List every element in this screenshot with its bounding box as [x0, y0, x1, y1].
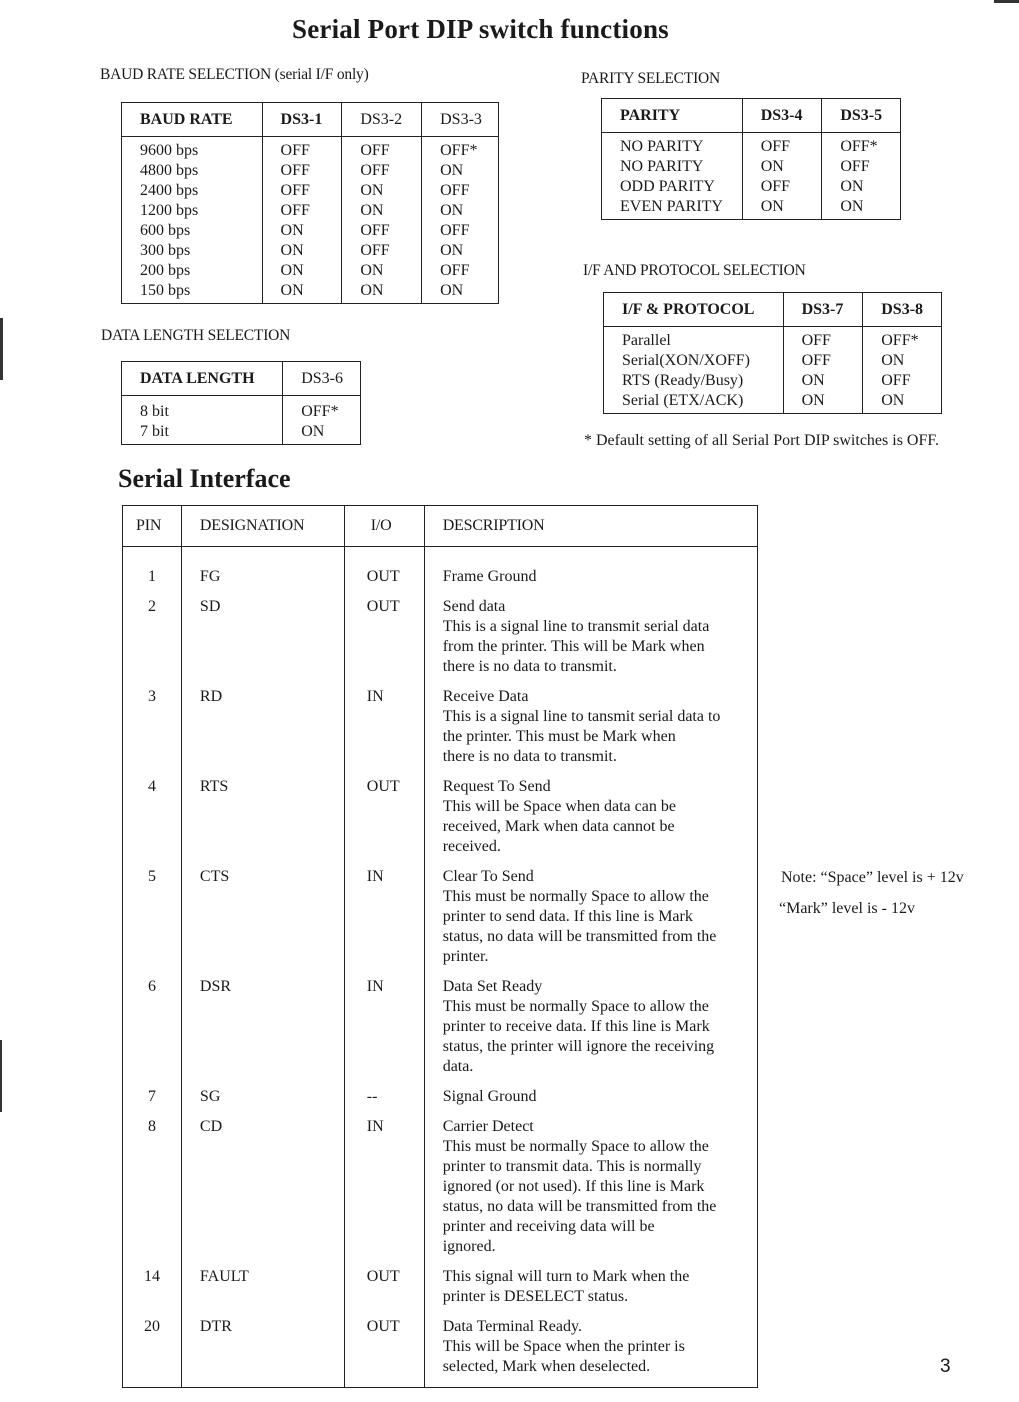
baud-cell: OFF [440, 222, 470, 239]
description-line: printer. [442, 948, 489, 965]
serial-header-pin: PIN [123, 506, 182, 547]
pin-cell: 20 [123, 1317, 182, 1388]
protocol-cell: ON [881, 352, 905, 369]
baud-cell: OFF [280, 182, 310, 199]
description-line: status, the printer will ignore the receiving [442, 1038, 715, 1055]
io-cell: OUT [344, 547, 424, 598]
protocol-cell: ON [881, 392, 905, 409]
baud-header-ds3-1: DS3-1 [262, 103, 342, 137]
parity-cell: OFF* [840, 138, 878, 155]
pin-cell: 6 [123, 977, 182, 1087]
scan-edge-mark [994, 0, 1019, 3]
serial-header-description: DESCRIPTION [424, 506, 757, 547]
table-row [123, 1267, 758, 1317]
io-cell: IN [344, 687, 424, 777]
baud-col-ds3-1 [262, 137, 342, 304]
description-title: Carrier Detect [442, 1118, 534, 1135]
description-cell [424, 977, 757, 1087]
table-row [123, 977, 758, 1087]
pin-cell: 2 [123, 597, 182, 687]
baud-cell: 2400 bps [140, 182, 199, 199]
description-cell [424, 867, 757, 977]
baud-cell: OFF [360, 242, 390, 259]
parity-col-ds3-4 [742, 133, 822, 220]
description-title: Data Terminal Ready. [442, 1318, 582, 1335]
description-line: This must be normally Space to allow the [442, 998, 709, 1015]
row-spacer [443, 857, 757, 867]
parity-cell: ON [840, 178, 864, 195]
description-line: printer to transmit data. This is normally [442, 1158, 702, 1175]
io-cell: IN [344, 867, 424, 977]
baud-header-rate: BAUD RATE [122, 103, 263, 137]
baud-cell: ON [280, 242, 304, 259]
baud-cell: OFF [360, 162, 390, 179]
description-line: status, no data will be transmitted from the [442, 1198, 717, 1215]
baud-cell: 200 bps [140, 262, 191, 279]
baud-cell: 150 bps [140, 282, 191, 299]
protocol-header-name: I/F & PROTOCOL [604, 293, 784, 327]
baud-cell: 4800 bps [140, 162, 199, 179]
description-line: This signal will turn to Mark when the [442, 1268, 690, 1285]
table-row [123, 867, 758, 977]
parity-cell: OFF [760, 138, 791, 155]
designation-cell: SG [181, 1087, 344, 1117]
pin-cell: 3 [123, 687, 182, 777]
protocol-cell: RTS (Ready/Busy) [622, 372, 744, 389]
description-line: This will be Space when the printer is [442, 1338, 685, 1355]
table-row [123, 1317, 758, 1388]
pin-cell: 5 [123, 867, 182, 977]
designation-cell: DTR [181, 1317, 344, 1388]
designation-cell: DSR [181, 977, 344, 1087]
baud-cell: ON [360, 262, 384, 279]
baud-cell: OFF [440, 182, 470, 199]
protocol-cell: OFF [881, 372, 911, 389]
parity-col-name [602, 133, 743, 220]
baud-rate-table [121, 102, 499, 304]
io-cell: OUT [344, 1267, 424, 1317]
description-line: there is no data to transmit. [442, 748, 617, 765]
description-title: Request To Send [442, 778, 551, 795]
data-length-caption: DATA LENGTH SELECTION [101, 327, 291, 344]
parity-cell: EVEN PARITY [620, 198, 723, 215]
parity-cell: ON [760, 198, 784, 215]
description-line: This must be normally Space to allow the [442, 888, 709, 905]
baud-cell: ON [440, 202, 464, 219]
description-line: received, Mark when data cannot be [442, 818, 675, 835]
description-line: ignored. [442, 1238, 496, 1255]
data-length-cell: ON [301, 423, 325, 440]
description-cell [424, 1317, 757, 1388]
baud-cell: OFF [360, 222, 390, 239]
io-cell: OUT [344, 1317, 424, 1388]
scan-edge-mark [0, 1040, 2, 1112]
description-line: printer is DESELECT status. [442, 1288, 629, 1305]
description-line: there is no data to transmit. [442, 658, 617, 675]
parity-cell: NO PARITY [620, 138, 704, 155]
protocol-table [603, 292, 942, 414]
baud-cell: ON [280, 262, 304, 279]
row-spacer [443, 1077, 757, 1087]
description-line: This is a signal line to transmit serial data [442, 618, 710, 635]
description-line: This is a signal line to tansmit serial data to [442, 708, 721, 725]
protocol-cell: Serial(XON/XOFF) [622, 352, 750, 369]
page-number: 3 [940, 1356, 951, 1377]
data-length-header-ds3-6: DS3-6 [283, 362, 361, 396]
baud-col-rate [122, 137, 263, 304]
description-line: from the printer. This will be Mark when [442, 638, 705, 655]
data-length-table [121, 361, 361, 445]
parity-table [601, 98, 901, 220]
baud-cell: OFF [440, 262, 470, 279]
baud-rate-caption: BAUD RATE SELECTION (serial I/F only) [100, 66, 369, 83]
description-cell [424, 1267, 757, 1317]
baud-cell: 600 bps [140, 222, 191, 239]
baud-cell: ON [360, 182, 384, 199]
protocol-cell: OFF [801, 332, 831, 349]
protocol-col-ds3-8 [863, 327, 942, 414]
protocol-cell: OFF [801, 352, 831, 369]
io-cell: -- [344, 1087, 424, 1117]
table-row [123, 547, 758, 598]
protocol-col-ds3-7 [783, 327, 863, 414]
parity-header-ds3-5: DS3-5 [822, 99, 901, 133]
data-length-cell: 7 bit [140, 423, 169, 440]
designation-cell: FG [181, 547, 344, 598]
table-row [123, 777, 758, 867]
baud-cell: ON [280, 222, 304, 239]
designation-cell: CD [181, 1117, 344, 1267]
parity-header-parity: PARITY [602, 99, 743, 133]
io-cell: OUT [344, 777, 424, 867]
parity-cell: ON [760, 158, 784, 175]
data-length-cell: OFF* [301, 403, 339, 420]
description-line: data. [442, 1058, 474, 1075]
table-row [123, 597, 758, 687]
table-row [123, 687, 758, 777]
protocol-header-ds3-7: DS3-7 [783, 293, 863, 327]
protocol-col-name [604, 327, 784, 414]
baud-cell: OFF [360, 142, 390, 159]
description-title: Clear To Send [442, 868, 534, 885]
description-line: status, no data will be transmitted from the [442, 928, 717, 945]
description-line: selected, Mark when deselected. [442, 1358, 651, 1375]
default-setting-note: * Default setting of all Serial Port DIP switches is OFF. [584, 432, 939, 449]
description-cell [424, 1087, 757, 1117]
baud-cell: 9600 bps [140, 142, 199, 159]
baud-cell: ON [360, 282, 384, 299]
designation-cell: SD [181, 597, 344, 687]
serial-interface-body [123, 547, 758, 1388]
scan-edge-mark [0, 318, 3, 380]
description-line: printer and receiving data will be [442, 1218, 655, 1235]
parity-cell: OFF [760, 178, 791, 195]
baud-cell: ON [440, 242, 464, 259]
pin-cell: 8 [123, 1117, 182, 1267]
description-cell [424, 687, 757, 777]
description-title: Data Set Ready [442, 978, 543, 995]
row-spacer [443, 767, 757, 777]
parity-cell: NO PARITY [620, 158, 704, 175]
description-title: Send data [442, 598, 506, 615]
designation-cell: RD [181, 687, 344, 777]
io-cell: OUT [344, 597, 424, 687]
pin-cell: 4 [123, 777, 182, 867]
description-line: the printer. This must be Mark when [442, 728, 676, 745]
data-length-col-ds3-6 [283, 396, 361, 445]
protocol-cell: Serial (ETX/ACK) [622, 392, 744, 409]
baud-cell: OFF* [440, 142, 478, 159]
description-line: ignored (or not used). If this line is Mark [442, 1178, 705, 1195]
mark-level-note: “Mark” level is - 12v [779, 900, 915, 917]
serial-header-designation: DESIGNATION [181, 506, 344, 547]
baud-cell: 1200 bps [140, 202, 199, 219]
pin-cell: 7 [123, 1087, 182, 1117]
protocol-caption: I/F AND PROTOCOL SELECTION [583, 262, 806, 279]
baud-cell: ON [440, 162, 464, 179]
pin-cell: 14 [123, 1267, 182, 1317]
parity-header-ds3-4: DS3-4 [742, 99, 822, 133]
designation-cell: CTS [181, 867, 344, 977]
row-spacer [443, 587, 757, 597]
baud-header-ds3-3: DS3-3 [422, 103, 499, 137]
row-spacer [443, 677, 757, 687]
baud-col-ds3-3 [422, 137, 499, 304]
baud-cell: OFF [280, 142, 310, 159]
parity-col-ds3-5 [822, 133, 901, 220]
protocol-cell: OFF* [881, 332, 919, 349]
description-cell [424, 597, 757, 687]
description-cell [424, 1117, 757, 1267]
row-spacer [443, 1107, 757, 1117]
protocol-cell: ON [801, 392, 825, 409]
data-length-header-name: DATA LENGTH [122, 362, 283, 396]
protocol-header-ds3-8: DS3-8 [863, 293, 942, 327]
row-spacer [443, 1307, 757, 1317]
table-row [123, 1117, 758, 1267]
baud-cell: ON [360, 202, 384, 219]
table-row [123, 1087, 758, 1117]
space-level-note: Note: “Space” level is + 12v [781, 869, 964, 886]
io-cell: IN [344, 977, 424, 1087]
description-line: received. [442, 838, 501, 855]
description-line: printer to send data. If this line is Mark [442, 908, 693, 925]
parity-cell: ON [840, 198, 864, 215]
page-title: Serial Port DIP switch functions [292, 14, 669, 44]
description-title: Receive Data [442, 688, 529, 705]
parity-cell: ODD PARITY [620, 178, 715, 195]
parity-caption: PARITY SELECTION [581, 70, 721, 87]
baud-cell: 300 bps [140, 242, 191, 259]
baud-cell: ON [280, 282, 304, 299]
data-length-cell: 8 bit [140, 403, 169, 420]
data-length-col-name [122, 396, 283, 445]
baud-col-ds3-2 [342, 137, 422, 304]
description-line: This must be normally Space to allow the [442, 1138, 709, 1155]
description-line: printer to receive data. If this line is Mark [442, 1018, 710, 1035]
parity-cell: OFF [840, 158, 870, 175]
serial-header-io: I/O [344, 506, 424, 547]
description-cell [424, 777, 757, 867]
protocol-cell: Parallel [622, 332, 671, 349]
baud-cell: OFF [280, 202, 310, 219]
designation-cell: RTS [181, 777, 344, 867]
description-title: Frame Ground [442, 568, 537, 585]
baud-header-ds3-2: DS3-2 [342, 103, 422, 137]
baud-cell: OFF [280, 162, 310, 179]
io-cell: IN [344, 1117, 424, 1267]
serial-interface-table [122, 505, 758, 1388]
protocol-cell: ON [801, 372, 825, 389]
description-title: Signal Ground [442, 1088, 537, 1105]
pin-cell: 1 [123, 547, 182, 598]
description-line: This will be Space when data can be [442, 798, 676, 815]
serial-interface-title: Serial Interface [118, 464, 291, 493]
row-spacer [443, 967, 757, 977]
baud-cell: ON [440, 282, 464, 299]
description-cell [424, 547, 757, 598]
designation-cell: FAULT [181, 1267, 344, 1317]
row-spacer [443, 1257, 757, 1267]
